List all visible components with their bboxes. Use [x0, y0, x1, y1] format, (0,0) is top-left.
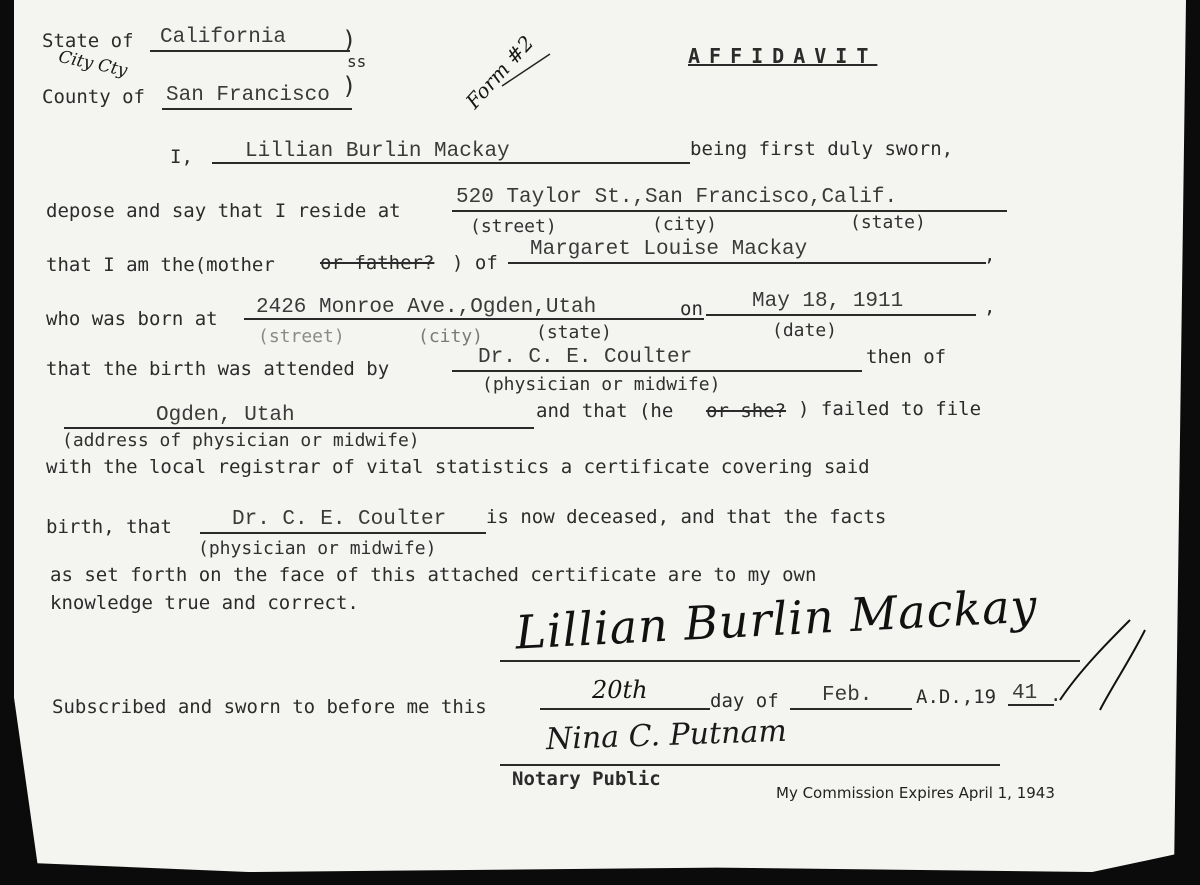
state-label: State of [42, 30, 134, 52]
jurat-ad: A.D.,19 [916, 686, 997, 708]
attendant-name: Dr. C. E. Coulter [478, 346, 693, 369]
county-value: San Francisco [166, 84, 330, 107]
notary-signature: Nina C. Putnam [545, 713, 788, 758]
line1-suffix: being first duly sworn, [690, 138, 954, 160]
deceased-name: Dr. C. E. Coulter [232, 508, 447, 531]
affiant-name: Lillian Burlin Mackay [245, 140, 510, 163]
attendant-underline [452, 370, 862, 372]
state-underline [150, 50, 350, 52]
commission-expiry-stamp: My Commission Expires April 1, 1943 [776, 784, 1055, 802]
line3-mid: ) of [452, 252, 498, 274]
document-title: AFFIDAVIT [688, 44, 878, 68]
caption-city-2: (city) [418, 326, 484, 347]
line6-mid: and that (he [536, 400, 674, 422]
line3-end: , [984, 244, 996, 266]
line4-on: on [680, 298, 703, 320]
child-underline [508, 262, 986, 264]
line8-prefix: birth, that [46, 516, 172, 538]
line1-prefix: I, [170, 146, 193, 168]
county-underline [162, 108, 352, 110]
attendant-address: Ogden, Utah [156, 404, 295, 427]
jurat-year-end: . [1050, 684, 1062, 706]
line9: as set forth on the face of this attached certificate are to my own [50, 564, 817, 586]
handwritten-city-note: City Cty [56, 46, 130, 82]
jurat-prefix: Subscribed and sworn to before me this [52, 696, 487, 718]
caption-physician: (physician or midwife) [482, 374, 721, 395]
caption-street-2: (street) [258, 326, 345, 347]
caption-date: (date) [772, 320, 838, 341]
jurat-year: 41 [1012, 682, 1038, 705]
caption-state-2: (state) [536, 322, 612, 343]
birth-date-underline [706, 314, 976, 316]
caption-state: (state) [850, 212, 926, 233]
line7: with the local registrar of vital statistics a certificate covering said [46, 456, 870, 478]
line3-prefix: that I am the(mother [46, 254, 275, 276]
affiant-signature: Lillian Burlin Mackay [513, 578, 1039, 660]
bracket-top: ) [342, 26, 357, 54]
caption-street: (street) [470, 216, 557, 237]
form-number-note: Form #2 [460, 30, 539, 114]
notary-signature-line [500, 764, 1000, 766]
affiant-underline [212, 162, 690, 164]
jurat-day-underline [540, 708, 710, 710]
line8-suffix: is now deceased, and that the facts [486, 506, 887, 528]
deceased-underline [200, 532, 486, 534]
line10: knowledge true and correct. [50, 592, 359, 614]
line4-end: , [984, 296, 996, 318]
caption-city: (city) [652, 214, 718, 235]
jurat-day-of: day of [710, 690, 779, 712]
child-name: Margaret Louise Mackay [530, 238, 808, 261]
bracket-bottom: ) [342, 72, 357, 100]
birth-date: May 18, 1911 [752, 290, 904, 313]
county-label: County of [42, 86, 145, 108]
state-value: California [160, 26, 287, 49]
form-note-stroke [500, 50, 560, 90]
line3-strikethrough: or father? [320, 252, 435, 274]
jurat-year-underline [1008, 704, 1054, 706]
line2-prefix: depose and say that I reside at [46, 200, 401, 222]
jurat-month-underline [790, 708, 912, 710]
line5-suffix: then of [866, 346, 947, 368]
jurat-month: Feb. [822, 684, 873, 707]
line5-prefix: that the birth was attended by [46, 358, 390, 380]
birth-place-underline [244, 318, 704, 320]
line6-strikethrough: or she? [706, 400, 787, 422]
line6-suffix: ) failed to file [798, 398, 982, 420]
caption-address: (address of physician or midwife) [62, 430, 420, 451]
notary-label: Notary Public [512, 768, 661, 790]
caption-physician-2: (physician or midwife) [198, 538, 437, 559]
affiant-signature-line [500, 660, 1080, 662]
attendant-address-underline [64, 427, 534, 429]
birth-place: 2426 Monroe Ave.,Ogden,Utah [256, 296, 597, 319]
residence-address: 520 Taylor St.,San Francisco,Calif. [456, 186, 898, 209]
jurat-day: 20th [592, 676, 648, 704]
ss-mark: ss [347, 52, 367, 71]
line4-prefix: who was born at [46, 308, 218, 330]
